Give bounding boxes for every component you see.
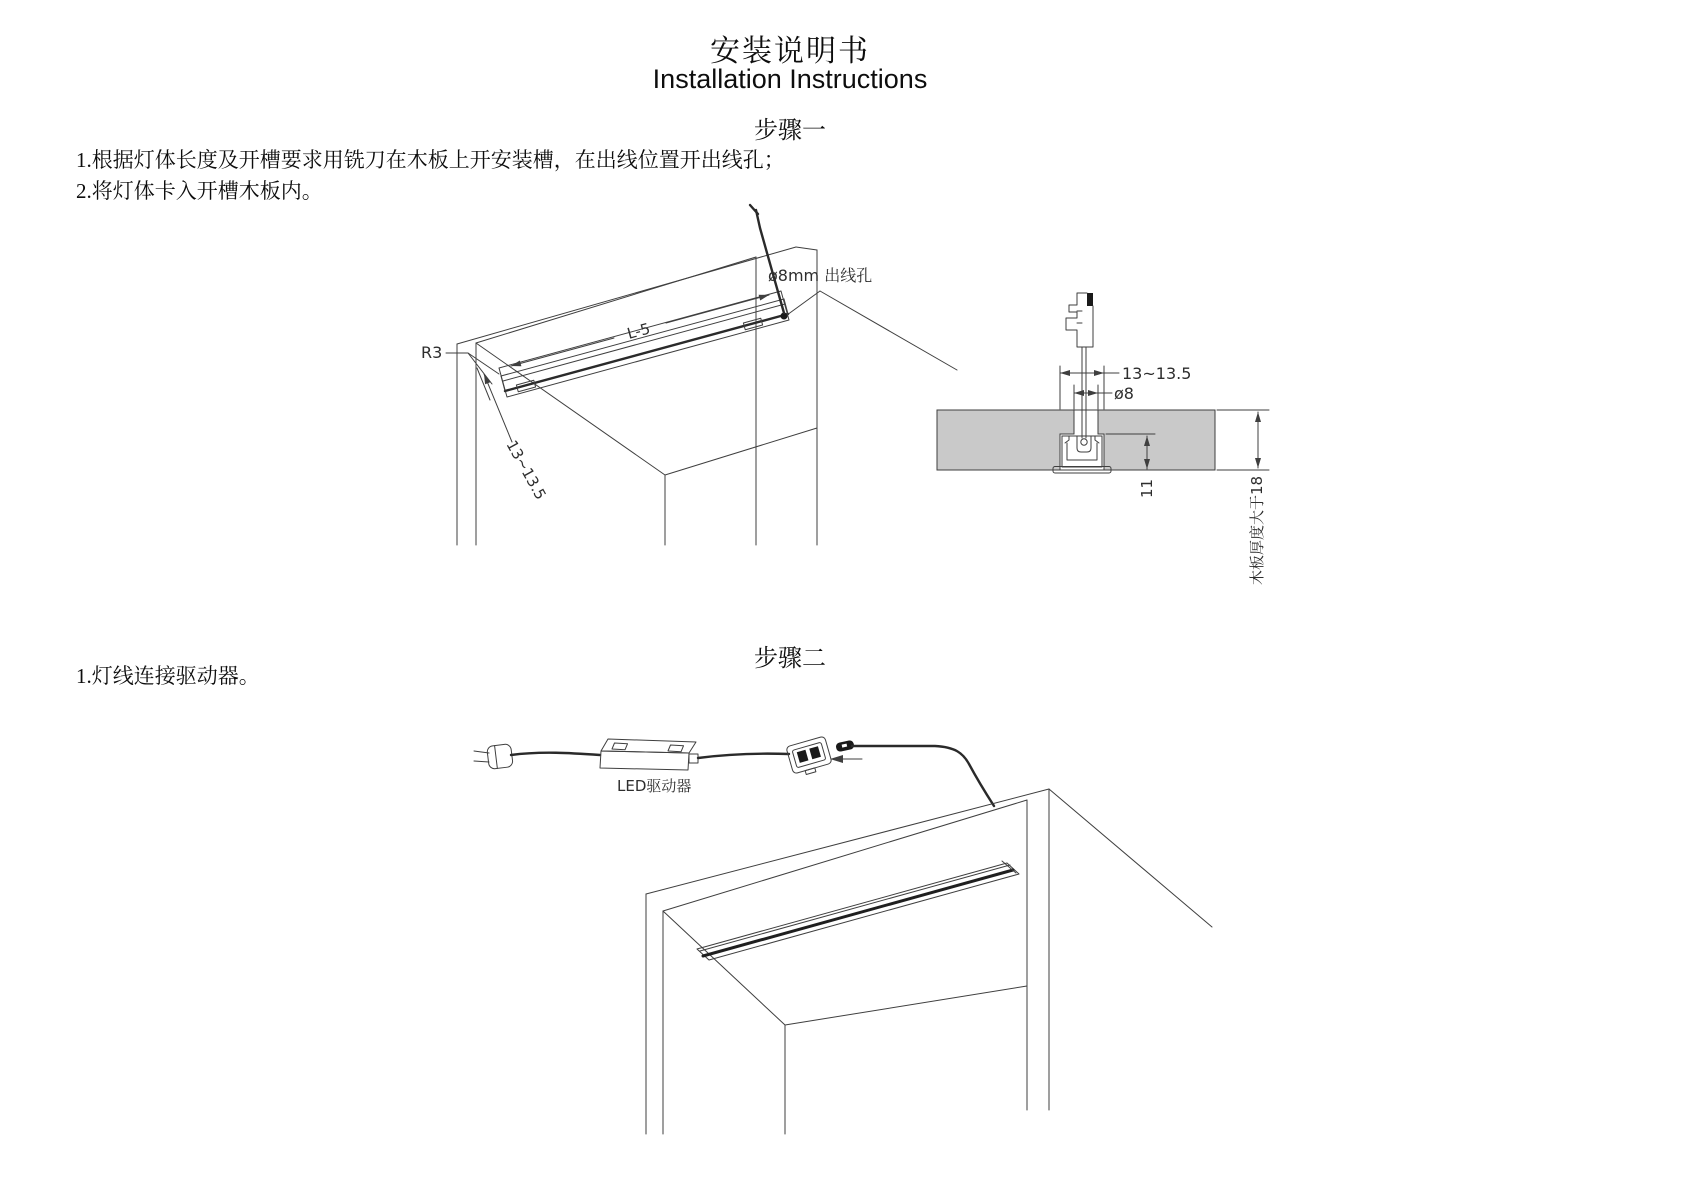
dim-slot-depth-label: 11 [1138,478,1156,498]
label-R3 [421,343,499,384]
diagram1-isometric-view [421,205,957,545]
milled-slot-and-light-strip [499,291,789,397]
label-outlet-hole [768,266,957,370]
dim-slot-width-d2-label: 13~13.5 [1122,364,1192,383]
dim-slot-width-d1-label: 13~13.5 [502,437,550,503]
connector-block [786,736,833,778]
insert-arrow [830,755,862,763]
cabinet-wire [852,746,994,806]
diagram3-driver-connection [474,736,1212,1134]
dim-board-thickness-label: 木板厚度大于18 [1248,475,1266,585]
page-title-zh: 安装说明书 [710,35,870,68]
plug-to-driver-cord [511,753,600,755]
step2-instruction-1: 1.灯线连接驱动器。 [76,664,260,688]
step1-instruction-1: 1.根据灯体长度及开槽要求用铣刀在木板上开安装槽，在出线位置开出线孔； [76,148,785,172]
dim-hole-diameter-label: ø8 [1114,384,1134,403]
step2-heading: 步骤二 [754,645,826,672]
label-outlet-hole-text: ø8mm 出线孔 [768,266,873,285]
led-driver-label: LED驱动器 [617,777,692,795]
step1-instruction-2: 2.将灯体卡入开槽木板内。 [76,179,323,203]
power-plug [474,744,513,770]
cabinet2-outline [646,789,1212,1134]
dim-L5-label: L-5 [625,319,653,343]
step1-heading: 步骤一 [754,117,826,144]
page-title-en: Installation Instructions [652,64,928,94]
diagram2-cross-section [937,293,1269,585]
led-driver-box [600,739,698,770]
driver-to-connector-cord [698,754,789,758]
recessed-light-strip [697,861,1019,960]
dim-board-thickness [1217,410,1269,585]
label-R3-text: R3 [421,343,443,362]
